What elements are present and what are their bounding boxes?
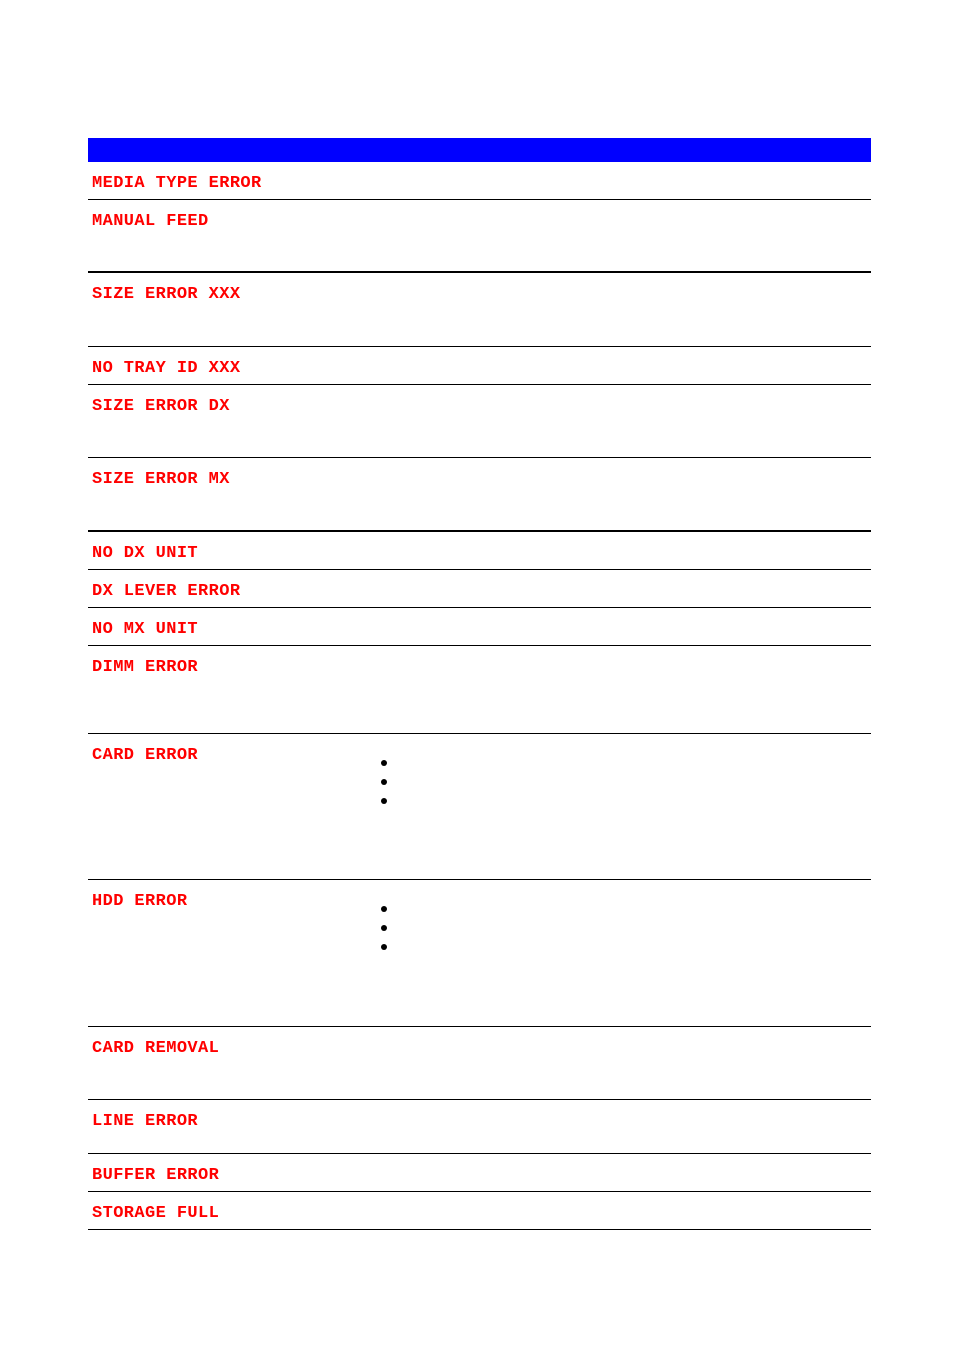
error-message-label: DIMM ERROR: [92, 658, 199, 677]
error-message-label: SIZE ERROR XXX: [92, 285, 241, 304]
bullet-list: [381, 906, 387, 963]
error-message-label: SIZE ERROR DX: [92, 397, 230, 416]
error-message-label: CARD ERROR: [92, 746, 199, 765]
error-message-label: CARD REMOVAL: [92, 1039, 220, 1058]
table-row: [88, 1100, 871, 1154]
bullet-icon: [381, 925, 387, 931]
table-row: [88, 1154, 871, 1192]
table-row: [88, 1027, 871, 1100]
error-message-label: BUFFER ERROR: [92, 1166, 220, 1185]
table-row: [88, 880, 871, 1027]
error-message-label: DX LEVER ERROR: [92, 582, 241, 601]
bullet-icon: [381, 944, 387, 950]
bullet-list: [381, 760, 387, 817]
table-header-bar: [88, 138, 871, 162]
error-message-table: [88, 138, 871, 1230]
error-message-label: SIZE ERROR MX: [92, 470, 230, 489]
error-message-label: HDD ERROR: [92, 892, 188, 911]
table-row: [88, 646, 871, 734]
table-row: [88, 385, 871, 458]
table-row: [88, 734, 871, 880]
table-row: [88, 273, 871, 347]
error-message-label: MEDIA TYPE ERROR: [92, 174, 262, 193]
error-message-label: STORAGE FULL: [92, 1204, 220, 1223]
error-message-label: NO MX UNIT: [92, 620, 199, 639]
bullet-icon: [381, 906, 387, 912]
bullet-icon: [381, 760, 387, 766]
bullet-icon: [381, 779, 387, 785]
bullet-icon: [381, 798, 387, 804]
table-row: [88, 162, 871, 200]
table-row: [88, 608, 871, 646]
table-row: [88, 347, 871, 385]
table-row: [88, 200, 871, 273]
error-message-label: LINE ERROR: [92, 1112, 199, 1131]
error-message-label: NO TRAY ID XXX: [92, 359, 241, 378]
table-row: [88, 458, 871, 532]
table-row: [88, 532, 871, 570]
error-message-label: MANUAL FEED: [92, 212, 209, 231]
error-message-label: NO DX UNIT: [92, 544, 199, 563]
table-row: [88, 570, 871, 608]
table-row: [88, 1192, 871, 1230]
